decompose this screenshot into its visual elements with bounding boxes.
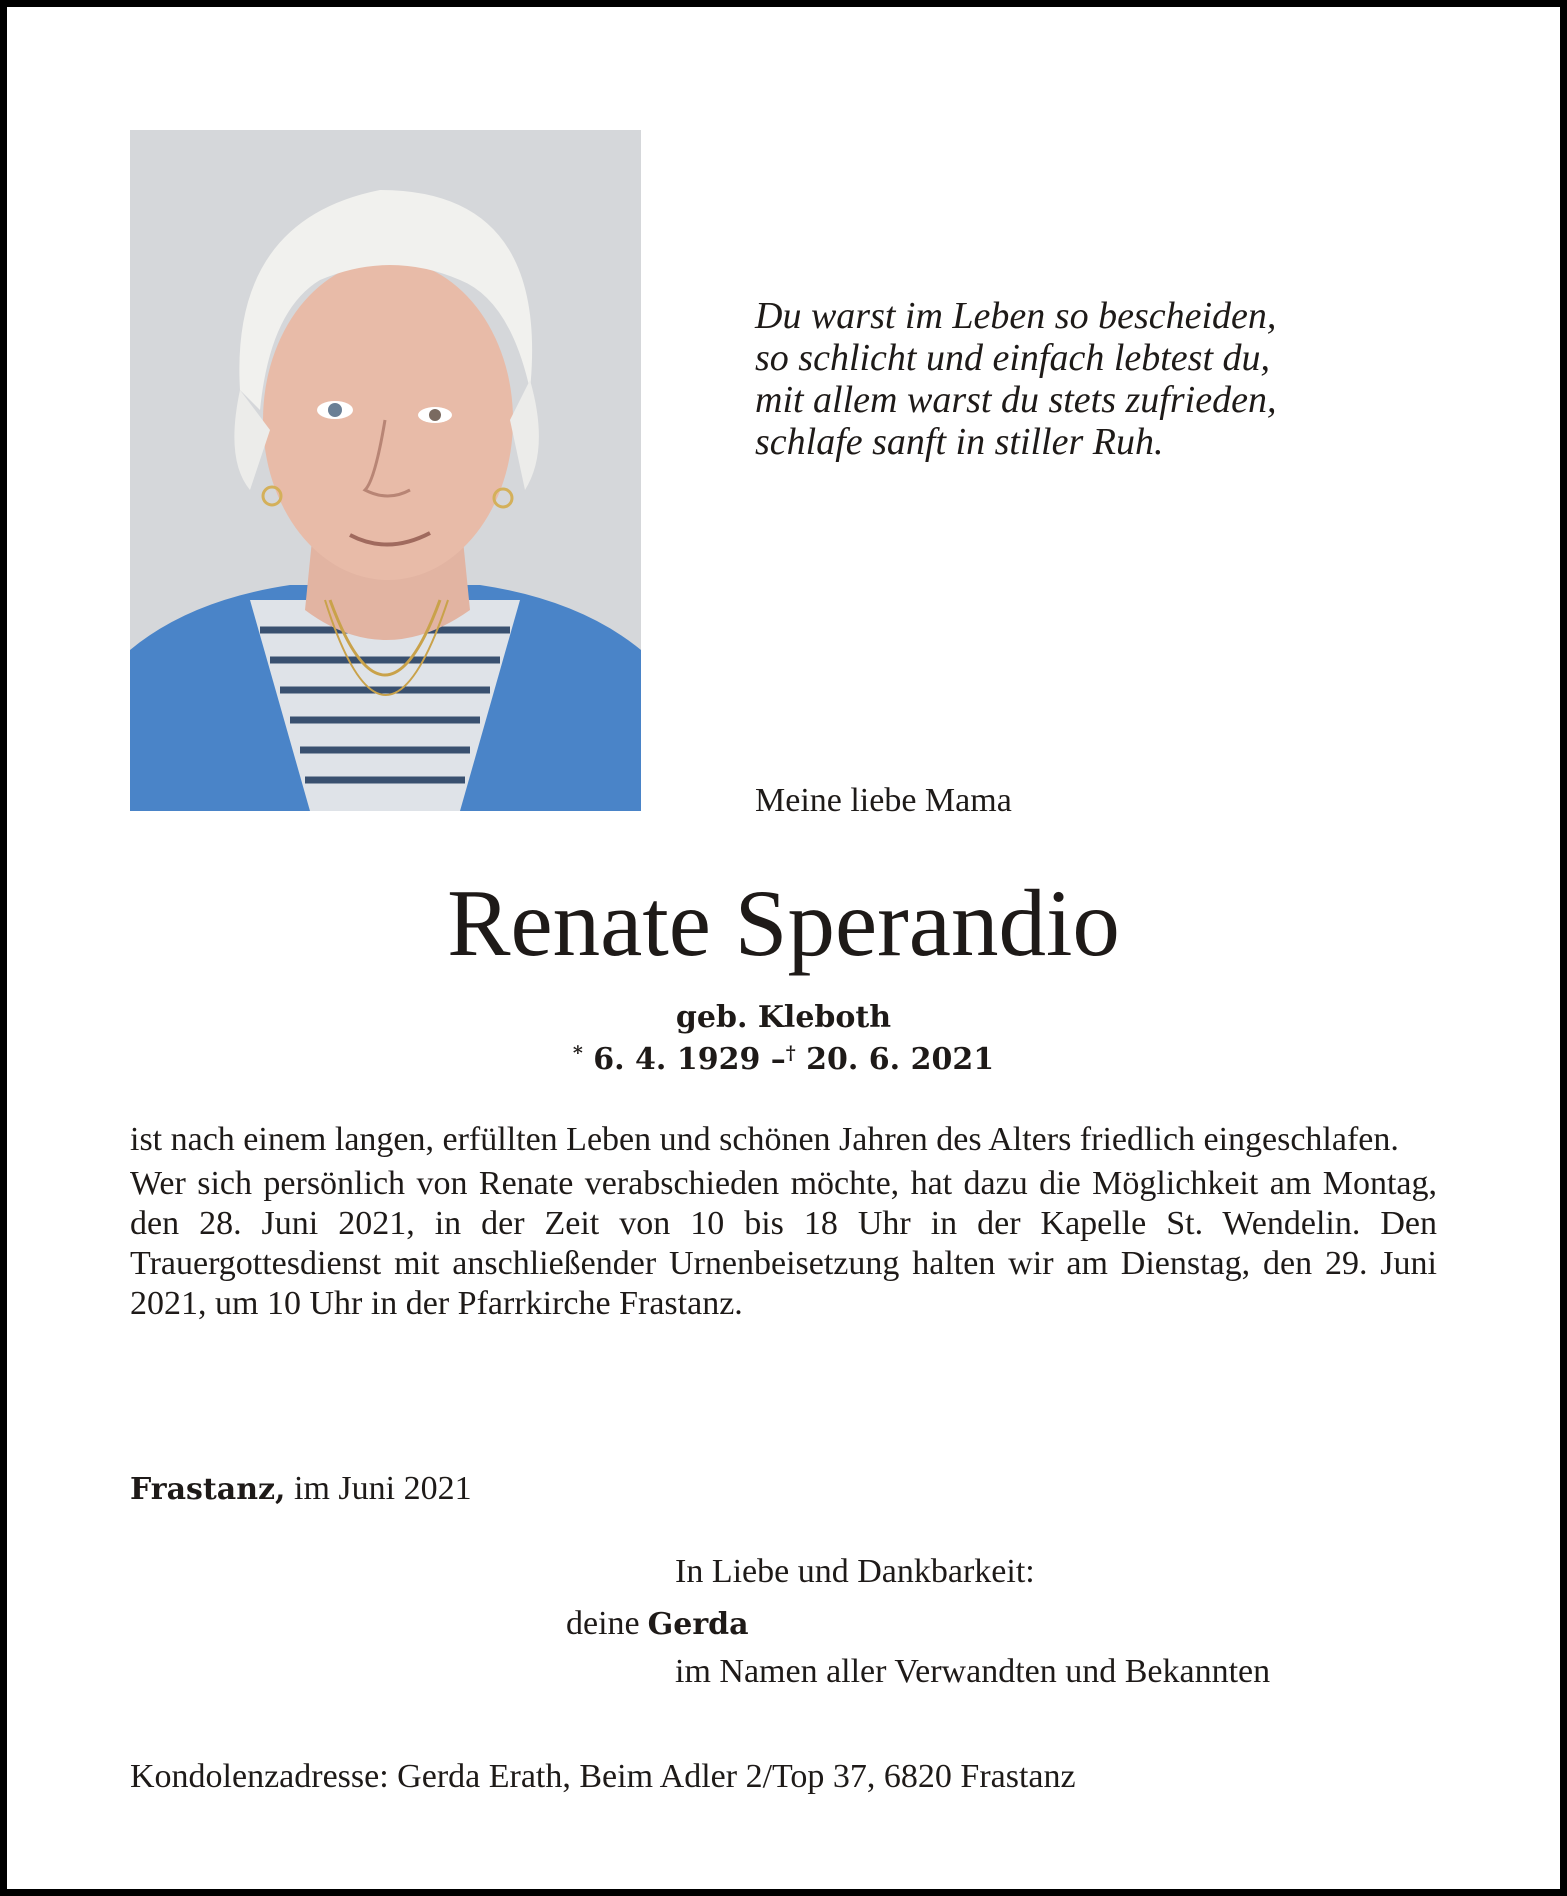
poem-line: so schlicht und einfach lebtest du, xyxy=(755,337,1271,379)
deceased-name: Renate Sperandio xyxy=(447,870,1120,976)
birth-date: 6. 4. 1929 xyxy=(593,1042,761,1077)
body-paragraph: ist nach einem langen, erfüllten Leben und schönen Jahren des Alters friedlich eingeschlafen. xyxy=(130,1121,1399,1158)
poem-line: schlafe sanft in stiller Ruh. xyxy=(755,421,1164,463)
condolence-address: Kondolenzadresse: Gerda Erath, Beim Adler 2/Top 37, 6820 Frastanz xyxy=(130,1758,1076,1795)
maiden-name: geb. Kleboth xyxy=(675,1000,892,1035)
death-symbol: † xyxy=(785,1042,796,1064)
portrait-photo xyxy=(130,130,641,811)
memorial-poem xyxy=(755,295,1276,463)
place-date xyxy=(130,1470,472,1508)
signature-greeting: In Liebe und Dankbarkeit: xyxy=(675,1553,1035,1590)
life-dates xyxy=(0,1042,1567,1077)
poem-line: mit allem warst du stets zufrieden, xyxy=(755,379,1277,421)
body-paragraph: Wer sich persönlich von Renate verabschieden möchte, hat dazu die Möglichkeit am Montag, den 28. Juni 2021, in der Zeit von 10 bis 18 Uhr in der Kapelle St. Wendelin. Den Trauergottesdienst mit anschließender Urnenbeisetzung halten wir am Dienstag, den 29. Juni 2021, um 10 Uhr in der Pfarrkirche Frastanz. xyxy=(130,1165,1437,1322)
signature-relatives: im Namen aller Verwandten und Bekannten xyxy=(675,1653,1271,1690)
death-date: 20. 6. 2021 xyxy=(806,1042,995,1077)
intro-text: Meine liebe Mama xyxy=(755,782,1012,819)
place-month: im Juni 2021 xyxy=(294,1470,472,1507)
date-separator: – xyxy=(770,1042,786,1077)
signature-name-line xyxy=(566,1605,749,1643)
birth-symbol: * xyxy=(572,1042,583,1064)
place-city: Frastanz, xyxy=(130,1472,286,1507)
signature-prefix: deine xyxy=(566,1605,640,1642)
signature-name: Gerda xyxy=(647,1607,749,1642)
announcement-body xyxy=(130,1120,1437,1328)
poem-line: Du warst im Leben so bescheiden, xyxy=(755,295,1277,337)
